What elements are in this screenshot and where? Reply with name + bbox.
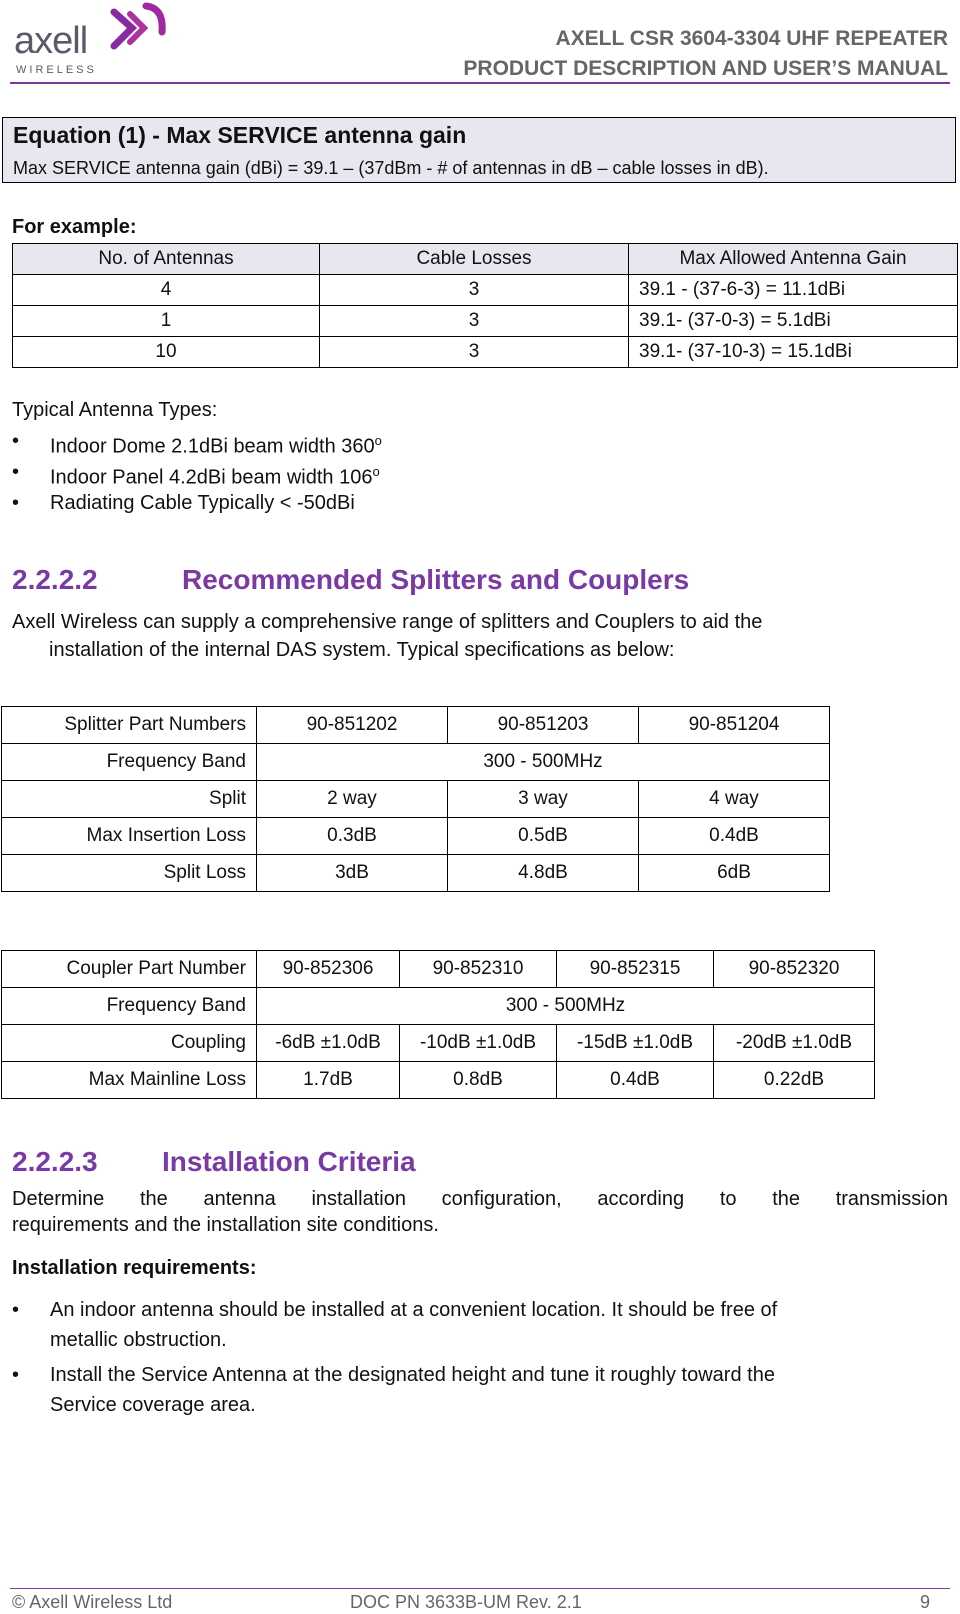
- table-row: [13, 275, 958, 306]
- list-item-line: An indoor antenna should be installed at a convenient location. It should be free of: [50, 1299, 778, 1321]
- row-label: Frequency Band: [2, 744, 257, 781]
- table-row: [2, 707, 830, 744]
- table-header-row: [13, 244, 958, 275]
- table-cell: 90-851204: [639, 707, 830, 744]
- logo-arcs-icon: [106, 2, 176, 54]
- word: the: [772, 1188, 800, 1210]
- example-label: For example:: [12, 216, 137, 238]
- table-cell: 10: [13, 337, 320, 368]
- table-row: [2, 855, 830, 892]
- table-cell: 3: [320, 337, 629, 368]
- table-cell: 1: [13, 306, 320, 337]
- example-table: [12, 243, 958, 368]
- table-cell: 90-852320: [714, 951, 875, 988]
- section-title: Installation Criteria: [162, 1146, 416, 1177]
- table-row: [13, 337, 958, 368]
- list-item: [12, 489, 912, 517]
- word: transmission: [835, 1188, 948, 1210]
- list-item-line: metallic obstruction.: [50, 1329, 227, 1351]
- word: to: [719, 1188, 737, 1210]
- list-item-text: Indoor Panel 4.2dBi beam width 106: [50, 466, 373, 489]
- table-cell: 39.1- (37-0-3) = 5.1dBi: [629, 306, 958, 337]
- row-label: Splitter Part Numbers: [2, 707, 257, 744]
- table-header-cell: Max Allowed Antenna Gain: [629, 244, 958, 275]
- row-label: Frequency Band: [2, 988, 257, 1025]
- table-row: [2, 818, 830, 855]
- page-number: 9: [919, 1592, 930, 1612]
- row-label: Coupling: [2, 1025, 257, 1062]
- equation-text: Max SERVICE antenna gain (dBi) = 39.1 – (37dBm - # of antennas in dB – cable losses in dB).: [13, 158, 769, 178]
- list-item: [12, 1296, 912, 1354]
- table-header-cell: No. of Antennas: [13, 244, 320, 275]
- table-cell: 4: [13, 275, 320, 306]
- table-cell: 39.1 - (37-6-3) = 11.1dBi: [629, 275, 958, 306]
- table-cell: 0.5dB: [448, 818, 639, 855]
- table-cell: 300 - 500MHz: [257, 744, 830, 781]
- coupler-table: [1, 950, 875, 1099]
- justified-line: [12, 1185, 948, 1213]
- table-cell: 6dB: [639, 855, 830, 892]
- word: installation: [311, 1188, 406, 1210]
- table-row: [2, 951, 875, 988]
- table-cell: 0.4dB: [639, 818, 830, 855]
- table-cell: 0.3dB: [257, 818, 448, 855]
- table-cell: -20dB ±1.0dB: [714, 1025, 875, 1062]
- list-item: [12, 427, 912, 458]
- table-row: [2, 1025, 875, 1062]
- section-number: 2.2.2.2: [12, 564, 98, 595]
- table-row: [2, 1062, 875, 1099]
- bullet-icon: •: [12, 430, 20, 452]
- table-cell: 3dB: [257, 855, 448, 892]
- table-cell: 0.4dB: [557, 1062, 714, 1099]
- table-cell: -6dB ±1.0dB: [257, 1025, 400, 1062]
- table-cell: 3 way: [448, 781, 639, 818]
- degree-sup: o: [372, 464, 380, 479]
- list-item: [12, 1361, 912, 1419]
- footer-divider: [10, 1588, 950, 1589]
- table-cell: 2 way: [257, 781, 448, 818]
- splitter-table: [1, 706, 830, 892]
- bullet-icon: •: [12, 492, 20, 514]
- list-item-text: Radiating Cable Typically < -50dBi: [50, 492, 355, 514]
- bullet-icon: •: [12, 461, 20, 483]
- equation-box: [2, 117, 956, 183]
- list-item-line: Service coverage area.: [50, 1394, 256, 1416]
- table-cell: 90-852306: [257, 951, 400, 988]
- table-header-cell: Cable Losses: [320, 244, 629, 275]
- table-row: [13, 306, 958, 337]
- table-cell: 3: [320, 306, 629, 337]
- footer-copyright: © Axell Wireless Ltd: [12, 1592, 173, 1612]
- section-title: Recommended Splitters and Couplers: [182, 564, 690, 595]
- header-divider: [10, 82, 950, 84]
- table-row: [2, 988, 875, 1025]
- list-item: [12, 458, 912, 489]
- word: configuration,: [441, 1188, 562, 1210]
- row-label: Max Mainline Loss: [2, 1062, 257, 1099]
- header-line-1: AXELL CSR 3604-3304 UHF REPEATER: [555, 27, 948, 50]
- paragraph-line: installation of the internal DAS system. Typical specifications as below:: [49, 639, 675, 661]
- logo-text: axell: [14, 20, 88, 62]
- row-label: Split Loss: [2, 855, 257, 892]
- table-row: [2, 744, 830, 781]
- list-item-text: Indoor Dome 2.1dBi beam width 360: [50, 435, 375, 458]
- row-label: Max Insertion Loss: [2, 818, 257, 855]
- table-cell: -10dB ±1.0dB: [400, 1025, 557, 1062]
- word: according: [597, 1188, 685, 1210]
- table-cell: -15dB ±1.0dB: [557, 1025, 714, 1062]
- axell-logo: [14, 2, 174, 78]
- table-cell: 1.7dB: [257, 1062, 400, 1099]
- equation-title: Equation (1) - Max SERVICE antenna gain: [13, 122, 467, 148]
- logo-subtext: WIRELESS: [16, 64, 97, 76]
- degree-sup: o: [374, 433, 382, 448]
- table-cell: 90-851202: [257, 707, 448, 744]
- row-label: Split: [2, 781, 257, 818]
- bullet-icon: •: [12, 1299, 20, 1321]
- table-cell: 90-852310: [400, 951, 557, 988]
- table-cell: 4 way: [639, 781, 830, 818]
- table-cell: 90-852315: [557, 951, 714, 988]
- document-header-title: [463, 24, 948, 84]
- table-cell: 4.8dB: [448, 855, 639, 892]
- table-cell: 90-851203: [448, 707, 639, 744]
- footer-doc-number: DOC PN 3633B-UM Rev. 2.1: [350, 1592, 582, 1612]
- antenna-types-intro: Typical Antenna Types:: [12, 399, 218, 421]
- word: antenna: [203, 1188, 276, 1210]
- header-line-2: PRODUCT DESCRIPTION AND USER’S MANUAL: [463, 57, 948, 80]
- requirements-label: Installation requirements:: [12, 1257, 257, 1279]
- table-cell: 300 - 500MHz: [257, 988, 875, 1025]
- section-number: 2.2.2.3: [12, 1146, 98, 1177]
- row-label: Coupler Part Number: [2, 951, 257, 988]
- bullet-icon: •: [12, 1364, 20, 1386]
- table-cell: 0.8dB: [400, 1062, 557, 1099]
- list-item-line: Install the Service Antenna at the designated height and tune it roughly toward the: [50, 1364, 775, 1386]
- paragraph-line: Axell Wireless can supply a comprehensive range of splitters and Couplers to aid the: [12, 611, 763, 633]
- word: Determine: [12, 1188, 105, 1210]
- word: the: [139, 1188, 168, 1210]
- table-row: [2, 781, 830, 818]
- table-cell: 0.22dB: [714, 1062, 875, 1099]
- table-cell: 3: [320, 275, 629, 306]
- paragraph-line: requirements and the installation site conditions.: [12, 1214, 439, 1236]
- table-cell: 39.1- (37-10-3) = 15.1dBi: [629, 337, 958, 368]
